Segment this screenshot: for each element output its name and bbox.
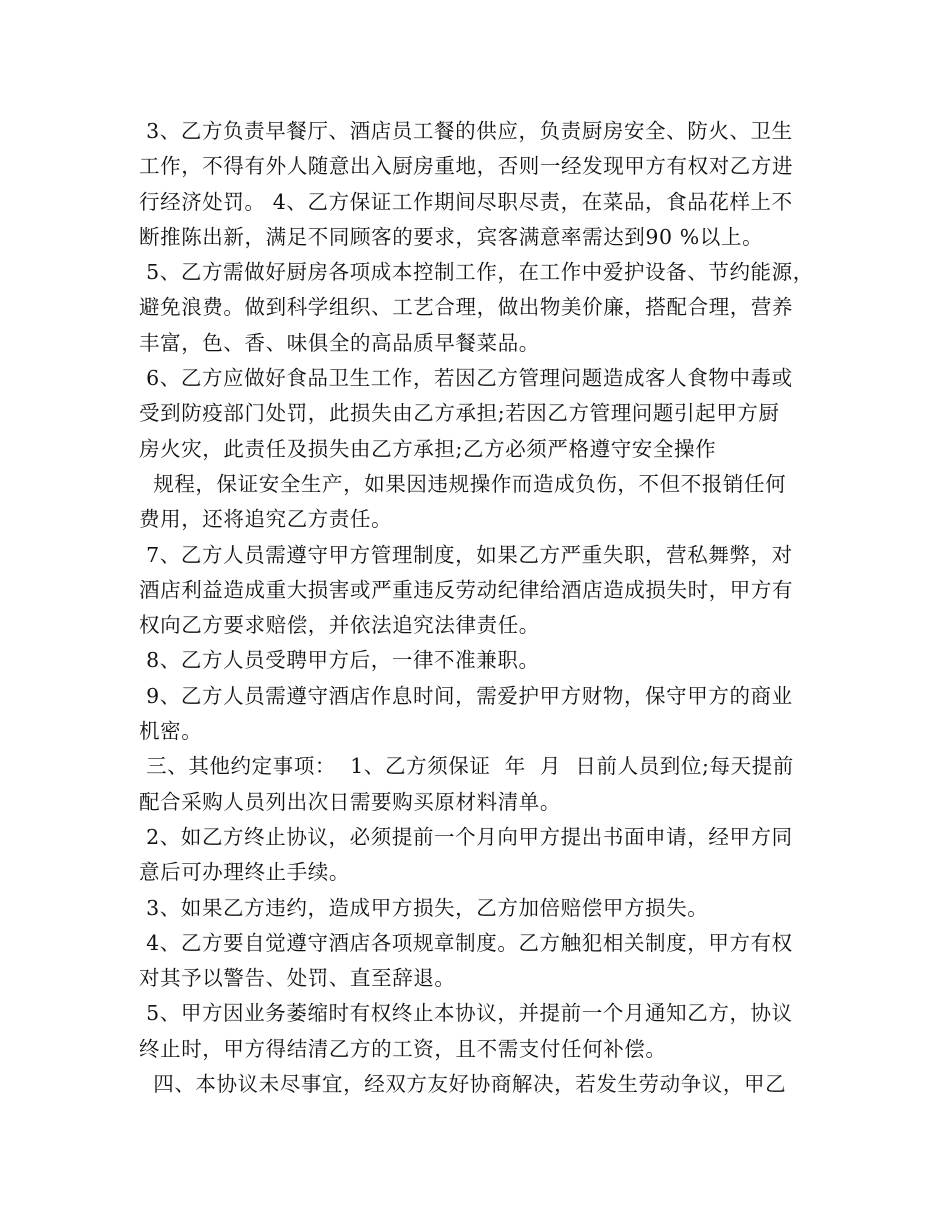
- text-line: 房火灾，此责任及损失由乙方承担;乙方必须严格遵守安全操作: [139, 436, 717, 461]
- text-line: 4、乙方要自觉遵守酒店各项规章制度。乙方触犯相关制度，甲方有权: [139, 930, 793, 955]
- text-line: 工作，不得有外人随意出入厨房重地，否则一经发现甲方有权对乙方进: [139, 154, 794, 179]
- text-line: 8、乙方人员受聘甲方后，一律不准兼职。: [139, 648, 540, 673]
- text-line: 费用，还将追究乙方责任。: [139, 507, 393, 532]
- text-line: 6、乙方应做好食品卫生工作，若因乙方管理问题造成客人食物中毒或: [139, 366, 793, 391]
- text-line: 行经济处罚。 4、乙方保证工作期间尽职尽责，在菜品，食品花样上不: [139, 189, 793, 214]
- text-line: 意后可办理终止手续。: [139, 860, 350, 885]
- text-line: 3、乙方负责早餐厅、酒店员工餐的供应，负责厨房安全、防火、卫生: [139, 119, 793, 143]
- text-line: 规程，保证安全生产，如果因违规操作而造成负伤，不但不报销任何: [139, 471, 787, 496]
- text-line: 2、如乙方终止协议，必须提前一个月向甲方提出书面申请，经甲方同: [139, 824, 793, 849]
- text-line: 四、本协议未尽事宜，经双方友好协商解决，若发生劳动争议，甲乙: [139, 1072, 787, 1097]
- text-line: 3、如果乙方违约，造成甲方损失，乙方加倍赔偿甲方损失。: [139, 895, 709, 920]
- text-line: 断推陈出新，满足不同顾客的要求，宾客满意率需达到90 %以上。: [139, 224, 764, 249]
- text-line: 7、乙方人员需遵守甲方管理制度，如果乙方严重失职，营私舞弊，对: [139, 542, 793, 567]
- text-line: 三、其他约定事项： 1、乙方须保证 年 月 日前人员到位;每天提前: [139, 754, 794, 779]
- text-line: 终止时，甲方得结清乙方的工资，且不需支付任何补偿。: [139, 1036, 667, 1061]
- text-line: 避免浪费。做到科学组织、工艺合理，做出物美价廉，搭配合理，营养: [139, 295, 794, 320]
- text-line: 对其予以警告、处罚、直至辞退。: [139, 966, 456, 991]
- text-line: 配合采购人员列出次日需要购买原材料清单。: [139, 789, 561, 814]
- text-line: 9、乙方人员需遵守酒店作息时间，需爱护甲方财物，保守甲方的商业: [139, 683, 793, 708]
- text-line: 酒店利益造成重大损害或严重违反劳动纪律给酒店造成损失时，甲方有: [139, 577, 794, 602]
- text-line: 丰富，色、香、味俱全的高品质早餐菜品。: [139, 330, 540, 355]
- document-body: [139, 114, 819, 1102]
- text-line: 受到防疫部门处罚，此损失由乙方承担;若因乙方管理问题引起甲方厨: [139, 401, 780, 426]
- text-line: 机密。: [139, 719, 203, 744]
- text-line: 5、甲方因业务萎缩时有权终止本协议，并提前一个月通知乙方，协议: [139, 1001, 793, 1026]
- text-line: 权向乙方要求赔偿，并依法追究法律责任。: [139, 613, 540, 638]
- text-line: 5、乙方需做好厨房各项成本控制工作，在工作中爱护设备、节约能源，: [139, 260, 814, 285]
